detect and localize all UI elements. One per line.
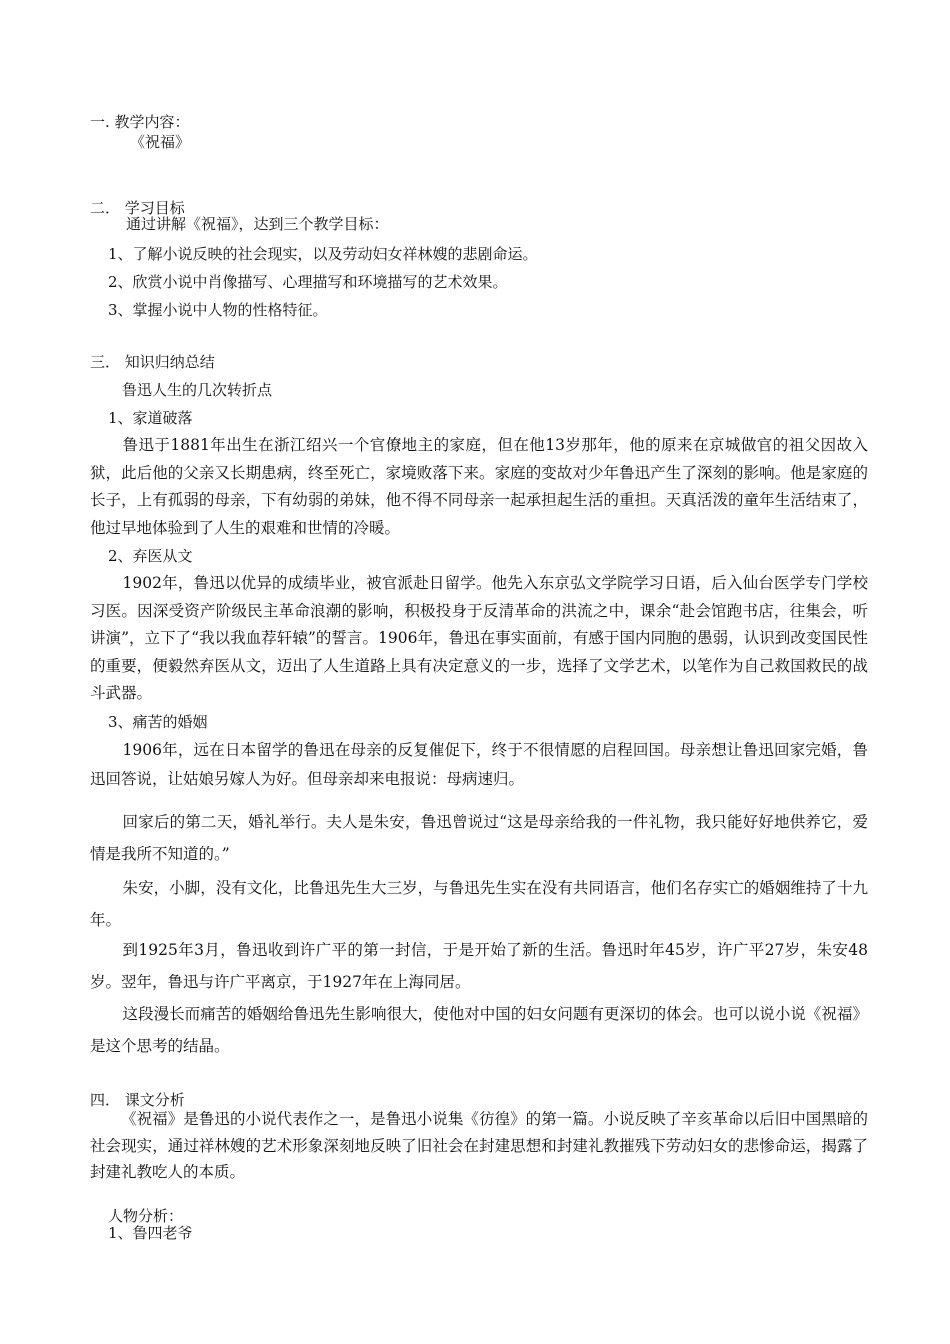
goal-item: 3、掌握小说中人物的性格特征。 bbox=[108, 301, 328, 319]
section-2-heading: 二． 学习目标 bbox=[90, 199, 185, 217]
turning-point-title: 3、痛苦的婚姻 bbox=[108, 713, 208, 731]
paragraph: 1902年，鲁迅以优异的成绩毕业，被官派赴日留学。他先入东京弘文学院学习日语，后入仙台医学专门学校习医。因深受资产阶级民主革命浪潮的影响，积极投身于反清革命的洪流之中，课余“赴会馆跑书店，往集会，听讲演”，立下了“我以我血荐轩辕”的誓言。1906年，鲁迅在事实面前，有感于国内同胞的愚弱，认识到改变国民性的重要，便毅然弃医从文，迈出了人生道路上具有决定意义的一步，选择了文学艺术，以笔作为自己救国救民的战斗武器。 bbox=[90, 574, 868, 702]
paragraph: 《祝福》是鲁迅的小说代表作之一，是鲁迅小说集《彷徨》的第一篇。小说反映了辛亥革命以后旧中国黑暗的社会现实，通过祥林嫂的艺术形象深刻地反映了旧社会在封建思想和封建礼教摧残下劳动妇女的悲惨命运，揭露了封建礼教吃人的本质。 bbox=[90, 1110, 868, 1181]
goals-intro: 通过讲解《祝福》，达到三个教学目标： bbox=[126, 215, 389, 233]
paragraph: 鲁迅于1881年出生在浙江绍兴一个官僚地主的家庭，但在他13岁那年，他的原来在京城做官的祖父因故入狱，此后他的父亲又长期患病，终至死亡，家境败落下来。家庭的变故对少年鲁迅产生了深刻的影响。他是家庭的长子，上有孤弱的母亲，下有幼弱的弟妹，他不得不同母亲一起承担起生活的重担。天真活泼的童年生活结束了，他过早地体验到了人生的艰难和世情的冷暖。 bbox=[90, 436, 868, 537]
paragraph: 朱安，小脚，没有文化，比鲁迅先生大三岁，与鲁迅先生实在没有共同语言，他们名存实亡的婚姻维持了十九年。 bbox=[90, 879, 868, 929]
section-3-subtitle: 鲁迅人生的几次转折点 bbox=[122, 381, 273, 399]
goal-item: 1、了解小说反映的社会现实，以及劳动妇女祥林嫂的悲剧命运。 bbox=[108, 245, 538, 263]
lesson-title: 《祝福》 bbox=[130, 133, 191, 151]
section-1-heading: 一. 教学内容： bbox=[90, 113, 190, 131]
turning-point-title: 2、弃医从文 bbox=[108, 547, 193, 565]
paragraph: 1906年，远在日本留学的鲁迅在母亲的反复催促下，终于不很情愿的启程回国。母亲想让鲁迅回家完婚，鲁迅回答说，让姑娘另嫁人为好。但母亲却来电报说：母病速归。 bbox=[90, 741, 868, 788]
paragraph: 到1925年3月，鲁迅收到许广平的第一封信，于是开始了新的生活。鲁迅时年45岁，许广平27岁，朱安48岁。翌年，鲁迅与许广平离京，于1927年在上海同居。 bbox=[90, 941, 868, 991]
paragraph: 这段漫长而痛苦的婚姻给鲁迅先生影响很大，使他对中国的妇女问题有更深切的体会。也可以说小说《祝福》是这个思考的结晶。 bbox=[90, 1005, 868, 1055]
goal-item: 2、欣赏小说中肖像描写、心理描写和环境描写的艺术效果。 bbox=[108, 273, 508, 291]
section-3-heading: 三． 知识归纳总结 bbox=[90, 353, 215, 371]
character-item: 1、鲁四老爷 bbox=[108, 1224, 193, 1242]
paragraph: 回家后的第二天，婚礼举行。夫人是朱安，鲁迅曾说过“这是母亲给我的一件礼物，我只能好好地供养它，爱情是我所不知道的。” bbox=[90, 813, 868, 863]
turning-point-title: 1、家道破落 bbox=[108, 409, 193, 427]
section-4-heading: 四． 课文分析 bbox=[90, 1091, 185, 1109]
character-analysis-heading: 人物分析： bbox=[108, 1207, 184, 1225]
